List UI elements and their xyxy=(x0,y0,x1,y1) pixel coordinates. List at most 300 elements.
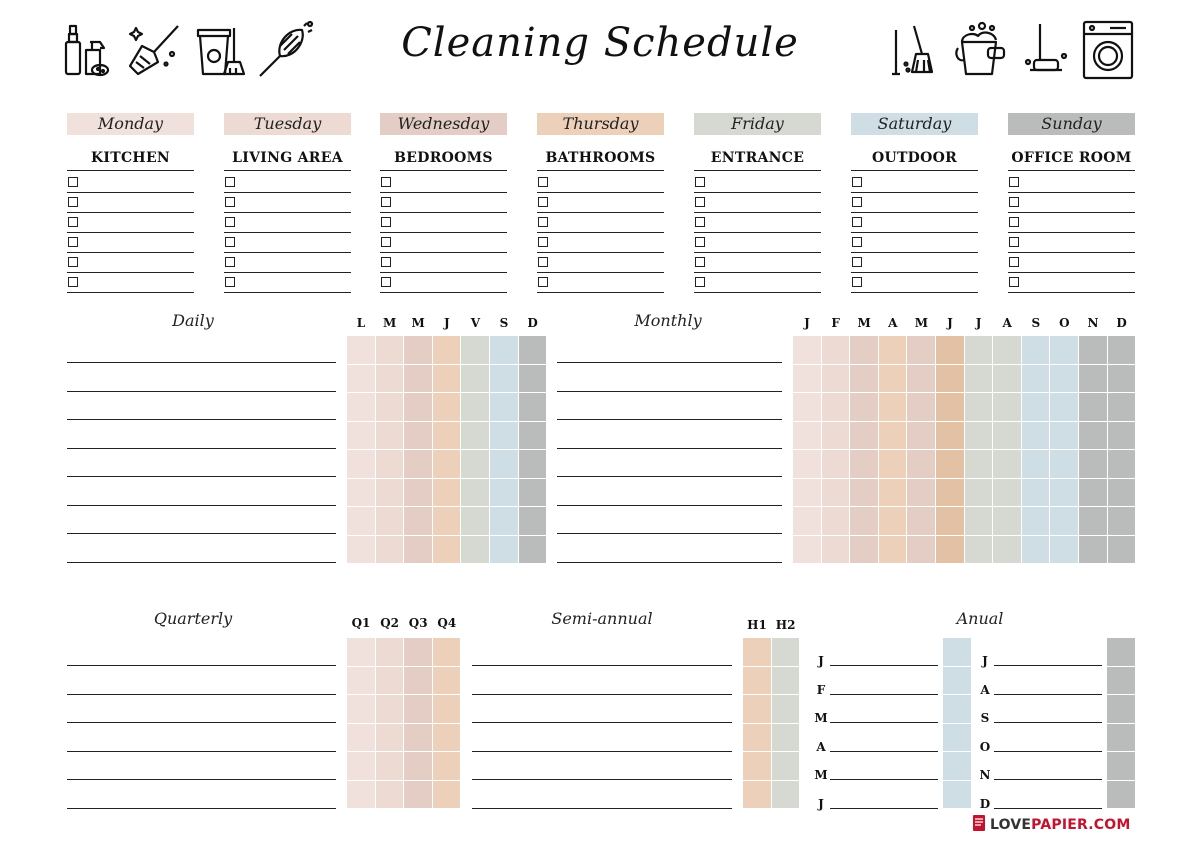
check-cell[interactable] xyxy=(433,536,462,565)
check-cell[interactable] xyxy=(347,507,376,536)
task-row xyxy=(537,192,664,213)
check-cell[interactable] xyxy=(772,752,801,781)
check-cell[interactable] xyxy=(1107,781,1136,810)
check-cell[interactable] xyxy=(433,422,462,451)
check-cell[interactable] xyxy=(404,507,433,536)
check-cell[interactable] xyxy=(822,507,851,536)
check-cell[interactable] xyxy=(347,695,376,724)
check-cell[interactable] xyxy=(347,450,376,479)
check-cell[interactable] xyxy=(850,450,879,479)
check-cell[interactable] xyxy=(376,724,405,753)
check-cell[interactable] xyxy=(907,393,936,422)
check-cell[interactable] xyxy=(822,336,851,365)
check-cell[interactable] xyxy=(1022,393,1051,422)
task-checkbox[interactable] xyxy=(68,197,78,207)
check-cell[interactable] xyxy=(743,667,772,696)
check-cell[interactable] xyxy=(936,336,965,365)
check-cell[interactable] xyxy=(1079,336,1108,365)
check-cell[interactable] xyxy=(376,695,405,724)
check-cell[interactable] xyxy=(1022,365,1051,394)
check-cell[interactable] xyxy=(347,638,376,667)
check-cell[interactable] xyxy=(433,393,462,422)
check-cell[interactable] xyxy=(822,536,851,565)
check-cell[interactable] xyxy=(822,393,851,422)
check-cell[interactable] xyxy=(376,667,405,696)
check-cell[interactable] xyxy=(936,479,965,508)
check-cell[interactable] xyxy=(519,450,548,479)
check-cell[interactable] xyxy=(404,450,433,479)
check-cell[interactable] xyxy=(433,479,462,508)
check-cell[interactable] xyxy=(376,422,405,451)
check-cell[interactable] xyxy=(793,365,822,394)
writing-line xyxy=(67,476,336,477)
task-checkbox[interactable] xyxy=(852,197,862,207)
check-cell[interactable] xyxy=(936,450,965,479)
task-checkbox[interactable] xyxy=(538,237,548,247)
check-cell[interactable] xyxy=(965,393,994,422)
check-cell[interactable] xyxy=(965,365,994,394)
task-checkbox[interactable] xyxy=(695,217,705,227)
check-cell[interactable] xyxy=(404,638,433,667)
check-cell[interactable] xyxy=(943,752,972,781)
check-cell[interactable] xyxy=(1108,393,1137,422)
check-cell[interactable] xyxy=(347,536,376,565)
check-cell[interactable] xyxy=(943,638,972,667)
check-cell[interactable] xyxy=(433,365,462,394)
check-cell[interactable] xyxy=(404,336,433,365)
check-cell[interactable] xyxy=(347,422,376,451)
annual-month-label: A xyxy=(980,682,990,697)
column-header: Q1 xyxy=(351,616,371,630)
check-cell[interactable] xyxy=(993,422,1022,451)
check-cell[interactable] xyxy=(879,393,908,422)
check-cell[interactable] xyxy=(850,507,879,536)
check-cell[interactable] xyxy=(347,781,376,810)
check-cell[interactable] xyxy=(404,781,433,810)
task-checkbox[interactable] xyxy=(1009,277,1019,287)
check-cell[interactable] xyxy=(1079,507,1108,536)
check-cell[interactable] xyxy=(404,724,433,753)
task-checkbox[interactable] xyxy=(1009,217,1019,227)
check-cell[interactable] xyxy=(376,365,405,394)
task-checkbox[interactable] xyxy=(225,277,235,287)
check-cell[interactable] xyxy=(850,422,879,451)
task-row xyxy=(224,172,351,193)
column-header: J xyxy=(975,316,982,330)
task-checkbox[interactable] xyxy=(695,277,705,287)
writing-line xyxy=(472,808,732,809)
task-row xyxy=(694,212,821,233)
check-cell[interactable] xyxy=(965,422,994,451)
check-cell[interactable] xyxy=(1079,536,1108,565)
task-checkbox[interactable] xyxy=(538,277,548,287)
task-row xyxy=(694,252,821,273)
check-cell[interactable] xyxy=(433,507,462,536)
task-row xyxy=(380,212,507,233)
check-cell[interactable] xyxy=(772,667,801,696)
check-cell[interactable] xyxy=(936,393,965,422)
check-cell[interactable] xyxy=(772,695,801,724)
check-cell[interactable] xyxy=(461,365,490,394)
check-cell[interactable] xyxy=(793,336,822,365)
check-cell[interactable] xyxy=(433,695,462,724)
check-cell[interactable] xyxy=(433,667,462,696)
check-cell[interactable] xyxy=(1079,393,1108,422)
check-cell[interactable] xyxy=(433,724,462,753)
check-cell[interactable] xyxy=(1107,638,1136,667)
check-cell[interactable] xyxy=(490,450,519,479)
check-cell[interactable] xyxy=(1108,536,1137,565)
check-cell[interactable] xyxy=(404,365,433,394)
writing-line xyxy=(67,562,336,563)
task-checkbox[interactable] xyxy=(538,257,548,267)
check-cell[interactable] xyxy=(1108,450,1137,479)
writing-line xyxy=(472,751,732,752)
check-cell[interactable] xyxy=(1108,422,1137,451)
check-cell[interactable] xyxy=(850,393,879,422)
task-checkbox[interactable] xyxy=(68,217,78,227)
check-cell[interactable] xyxy=(519,507,548,536)
column-header: M xyxy=(857,316,871,330)
writing-line xyxy=(557,391,782,392)
check-cell[interactable] xyxy=(490,479,519,508)
check-cell[interactable] xyxy=(943,724,972,753)
writing-line xyxy=(472,722,732,723)
writing-line xyxy=(830,665,938,666)
task-checkbox[interactable] xyxy=(68,257,78,267)
check-cell[interactable] xyxy=(743,781,772,810)
check-cell[interactable] xyxy=(936,536,965,565)
check-cell[interactable] xyxy=(907,507,936,536)
check-cell[interactable] xyxy=(1108,507,1137,536)
check-cell[interactable] xyxy=(461,479,490,508)
check-cell[interactable] xyxy=(793,507,822,536)
check-cell[interactable] xyxy=(490,365,519,394)
check-cell[interactable] xyxy=(1022,536,1051,565)
task-checkbox[interactable] xyxy=(695,257,705,267)
task-checkbox[interactable] xyxy=(381,257,391,267)
task-row xyxy=(380,172,507,193)
check-cell[interactable] xyxy=(879,336,908,365)
document-icon xyxy=(972,814,986,836)
check-cell[interactable] xyxy=(1022,336,1051,365)
check-cell[interactable] xyxy=(743,695,772,724)
check-cell[interactable] xyxy=(1022,422,1051,451)
check-cell[interactable] xyxy=(850,336,879,365)
check-cell[interactable] xyxy=(376,638,405,667)
check-cell[interactable] xyxy=(347,365,376,394)
writing-line xyxy=(472,694,732,695)
check-cell[interactable] xyxy=(433,638,462,667)
check-cell[interactable] xyxy=(404,422,433,451)
check-cell[interactable] xyxy=(965,507,994,536)
check-cell[interactable] xyxy=(347,479,376,508)
check-cell[interactable] xyxy=(1022,507,1051,536)
check-cell[interactable] xyxy=(879,422,908,451)
check-cell[interactable] xyxy=(907,365,936,394)
check-cell[interactable] xyxy=(850,479,879,508)
check-cell[interactable] xyxy=(993,365,1022,394)
task-row xyxy=(67,252,194,273)
check-cell[interactable] xyxy=(907,336,936,365)
check-cell[interactable] xyxy=(993,479,1022,508)
check-cell[interactable] xyxy=(1050,536,1079,565)
check-cell[interactable] xyxy=(376,393,405,422)
writing-line xyxy=(67,665,336,666)
check-cell[interactable] xyxy=(965,336,994,365)
check-cell[interactable] xyxy=(461,450,490,479)
task-checkbox[interactable] xyxy=(225,217,235,227)
check-cell[interactable] xyxy=(879,365,908,394)
column-header: M xyxy=(382,316,397,330)
check-cell[interactable] xyxy=(936,507,965,536)
writing-line xyxy=(994,694,1102,695)
task-row xyxy=(537,272,664,293)
annual-month-label: S xyxy=(980,711,990,725)
check-cell[interactable] xyxy=(772,781,801,810)
check-cell[interactable] xyxy=(993,450,1022,479)
check-cell[interactable] xyxy=(347,724,376,753)
check-cell[interactable] xyxy=(822,479,851,508)
task-row xyxy=(1008,192,1135,213)
check-cell[interactable] xyxy=(943,695,972,724)
check-cell[interactable] xyxy=(1050,393,1079,422)
check-cell[interactable] xyxy=(993,336,1022,365)
check-cell[interactable] xyxy=(1050,507,1079,536)
check-cell[interactable] xyxy=(404,393,433,422)
check-cell[interactable] xyxy=(1079,422,1108,451)
day-header-6: Sunday xyxy=(1008,113,1135,135)
check-cell[interactable] xyxy=(404,667,433,696)
task-checkbox[interactable] xyxy=(538,177,548,187)
check-cell[interactable] xyxy=(993,393,1022,422)
check-cell[interactable] xyxy=(519,536,548,565)
room-underline xyxy=(851,170,978,171)
task-checkbox[interactable] xyxy=(1009,237,1019,247)
check-cell[interactable] xyxy=(490,393,519,422)
check-cell[interactable] xyxy=(376,752,405,781)
check-cell[interactable] xyxy=(743,638,772,667)
room-label-0: KITCHEN xyxy=(90,150,171,166)
task-checkbox[interactable] xyxy=(695,197,705,207)
task-checkbox[interactable] xyxy=(381,277,391,287)
check-cell[interactable] xyxy=(347,393,376,422)
check-cell[interactable] xyxy=(519,422,548,451)
check-cell[interactable] xyxy=(907,536,936,565)
room-underline xyxy=(1008,170,1135,171)
task-checkbox[interactable] xyxy=(68,277,78,287)
check-cell[interactable] xyxy=(347,667,376,696)
task-checkbox[interactable] xyxy=(381,177,391,187)
task-checkbox[interactable] xyxy=(225,177,235,187)
writing-line xyxy=(557,419,782,420)
task-checkbox[interactable] xyxy=(68,177,78,187)
check-cell[interactable] xyxy=(519,336,548,365)
check-cell[interactable] xyxy=(772,724,801,753)
check-cell[interactable] xyxy=(404,752,433,781)
check-cell[interactable] xyxy=(1107,667,1136,696)
check-cell[interactable] xyxy=(743,752,772,781)
check-cell[interactable] xyxy=(743,724,772,753)
check-cell[interactable] xyxy=(993,536,1022,565)
column-header: Q3 xyxy=(408,616,428,630)
check-cell[interactable] xyxy=(1108,336,1137,365)
day-header-1: Tuesday xyxy=(224,113,351,135)
task-row xyxy=(224,232,351,253)
check-cell[interactable] xyxy=(1050,479,1079,508)
task-checkbox[interactable] xyxy=(1009,257,1019,267)
check-cell[interactable] xyxy=(965,450,994,479)
check-cell[interactable] xyxy=(965,536,994,565)
day-header-2: Wednesday xyxy=(380,113,507,135)
check-cell[interactable] xyxy=(879,536,908,565)
check-cell[interactable] xyxy=(490,422,519,451)
check-cell[interactable] xyxy=(1107,724,1136,753)
task-checkbox[interactable] xyxy=(852,217,862,227)
check-cell[interactable] xyxy=(376,536,405,565)
check-cell[interactable] xyxy=(404,479,433,508)
writing-line xyxy=(67,533,336,534)
check-cell[interactable] xyxy=(793,536,822,565)
check-cell[interactable] xyxy=(461,507,490,536)
task-row xyxy=(67,212,194,233)
check-cell[interactable] xyxy=(490,536,519,565)
check-cell[interactable] xyxy=(461,422,490,451)
task-row xyxy=(380,252,507,273)
task-checkbox[interactable] xyxy=(1009,177,1019,187)
check-cell[interactable] xyxy=(772,638,801,667)
check-cell[interactable] xyxy=(943,667,972,696)
check-cell[interactable] xyxy=(519,479,548,508)
check-cell[interactable] xyxy=(943,781,972,810)
check-cell[interactable] xyxy=(907,450,936,479)
task-checkbox[interactable] xyxy=(852,277,862,287)
check-cell[interactable] xyxy=(879,479,908,508)
writing-line xyxy=(67,448,336,449)
check-cell[interactable] xyxy=(1050,422,1079,451)
task-row xyxy=(851,252,978,273)
check-cell[interactable] xyxy=(461,393,490,422)
check-cell[interactable] xyxy=(1079,365,1108,394)
task-checkbox[interactable] xyxy=(225,197,235,207)
writing-line xyxy=(67,751,336,752)
check-cell[interactable] xyxy=(404,695,433,724)
check-cell[interactable] xyxy=(936,422,965,451)
check-cell[interactable] xyxy=(1107,752,1136,781)
task-checkbox[interactable] xyxy=(381,237,391,247)
task-checkbox[interactable] xyxy=(538,217,548,227)
check-cell[interactable] xyxy=(1079,479,1108,508)
check-cell[interactable] xyxy=(376,479,405,508)
check-cell[interactable] xyxy=(433,752,462,781)
column-header: A xyxy=(1002,316,1012,330)
check-cell[interactable] xyxy=(1079,450,1108,479)
check-cell[interactable] xyxy=(936,365,965,394)
task-row xyxy=(694,232,821,253)
room-label-2: BEDROOMS xyxy=(394,150,493,166)
check-cell[interactable] xyxy=(1050,365,1079,394)
check-cell[interactable] xyxy=(1050,336,1079,365)
task-checkbox[interactable] xyxy=(1009,197,1019,207)
day-header-0: Monday xyxy=(67,113,194,135)
task-checkbox[interactable] xyxy=(68,237,78,247)
check-cell[interactable] xyxy=(376,450,405,479)
check-cell[interactable] xyxy=(907,422,936,451)
check-cell[interactable] xyxy=(879,450,908,479)
task-checkbox[interactable] xyxy=(695,237,705,247)
check-cell[interactable] xyxy=(1022,450,1051,479)
check-cell[interactable] xyxy=(850,536,879,565)
room-underline xyxy=(67,170,194,171)
check-cell[interactable] xyxy=(993,507,1022,536)
check-cell[interactable] xyxy=(822,450,851,479)
annual-month-label: D xyxy=(979,796,991,811)
check-cell[interactable] xyxy=(822,365,851,394)
check-cell[interactable] xyxy=(1022,479,1051,508)
check-cell[interactable] xyxy=(519,365,548,394)
writing-line xyxy=(994,751,1102,752)
annual-month-label: J xyxy=(818,654,824,668)
check-cell[interactable] xyxy=(850,365,879,394)
check-cell[interactable] xyxy=(822,422,851,451)
check-cell[interactable] xyxy=(1107,695,1136,724)
check-cell[interactable] xyxy=(965,479,994,508)
check-cell[interactable] xyxy=(433,336,462,365)
check-cell[interactable] xyxy=(490,336,519,365)
column-header: J xyxy=(947,316,953,330)
check-cell[interactable] xyxy=(461,336,490,365)
check-cell[interactable] xyxy=(376,336,405,365)
check-cell[interactable] xyxy=(404,536,433,565)
check-cell[interactable] xyxy=(519,393,548,422)
check-cell[interactable] xyxy=(376,507,405,536)
task-checkbox[interactable] xyxy=(538,197,548,207)
check-cell[interactable] xyxy=(1050,450,1079,479)
check-cell[interactable] xyxy=(376,781,405,810)
task-checkbox[interactable] xyxy=(695,177,705,187)
check-cell[interactable] xyxy=(793,393,822,422)
writing-line xyxy=(557,505,782,506)
check-cell[interactable] xyxy=(347,336,376,365)
check-cell[interactable] xyxy=(1108,365,1137,394)
task-checkbox[interactable] xyxy=(225,257,235,267)
check-cell[interactable] xyxy=(793,450,822,479)
check-cell[interactable] xyxy=(793,422,822,451)
check-cell[interactable] xyxy=(1108,479,1137,508)
task-row xyxy=(224,252,351,273)
brand-prefix: LOVE xyxy=(990,817,1032,833)
task-checkbox[interactable] xyxy=(852,237,862,247)
check-cell[interactable] xyxy=(879,507,908,536)
task-row xyxy=(1008,252,1135,273)
check-cell[interactable] xyxy=(490,507,519,536)
check-cell[interactable] xyxy=(461,536,490,565)
task-checkbox[interactable] xyxy=(852,257,862,267)
writing-line xyxy=(830,808,938,809)
column-header: V xyxy=(470,316,481,330)
day-header-3: Thursday xyxy=(537,113,664,135)
check-cell[interactable] xyxy=(907,479,936,508)
check-cell[interactable] xyxy=(433,781,462,810)
task-checkbox[interactable] xyxy=(852,177,862,187)
check-cell[interactable] xyxy=(347,752,376,781)
check-cell[interactable] xyxy=(793,479,822,508)
task-checkbox[interactable] xyxy=(225,237,235,247)
task-checkbox[interactable] xyxy=(381,217,391,227)
check-cell[interactable] xyxy=(433,450,462,479)
task-checkbox[interactable] xyxy=(381,197,391,207)
writing-line xyxy=(830,722,938,723)
